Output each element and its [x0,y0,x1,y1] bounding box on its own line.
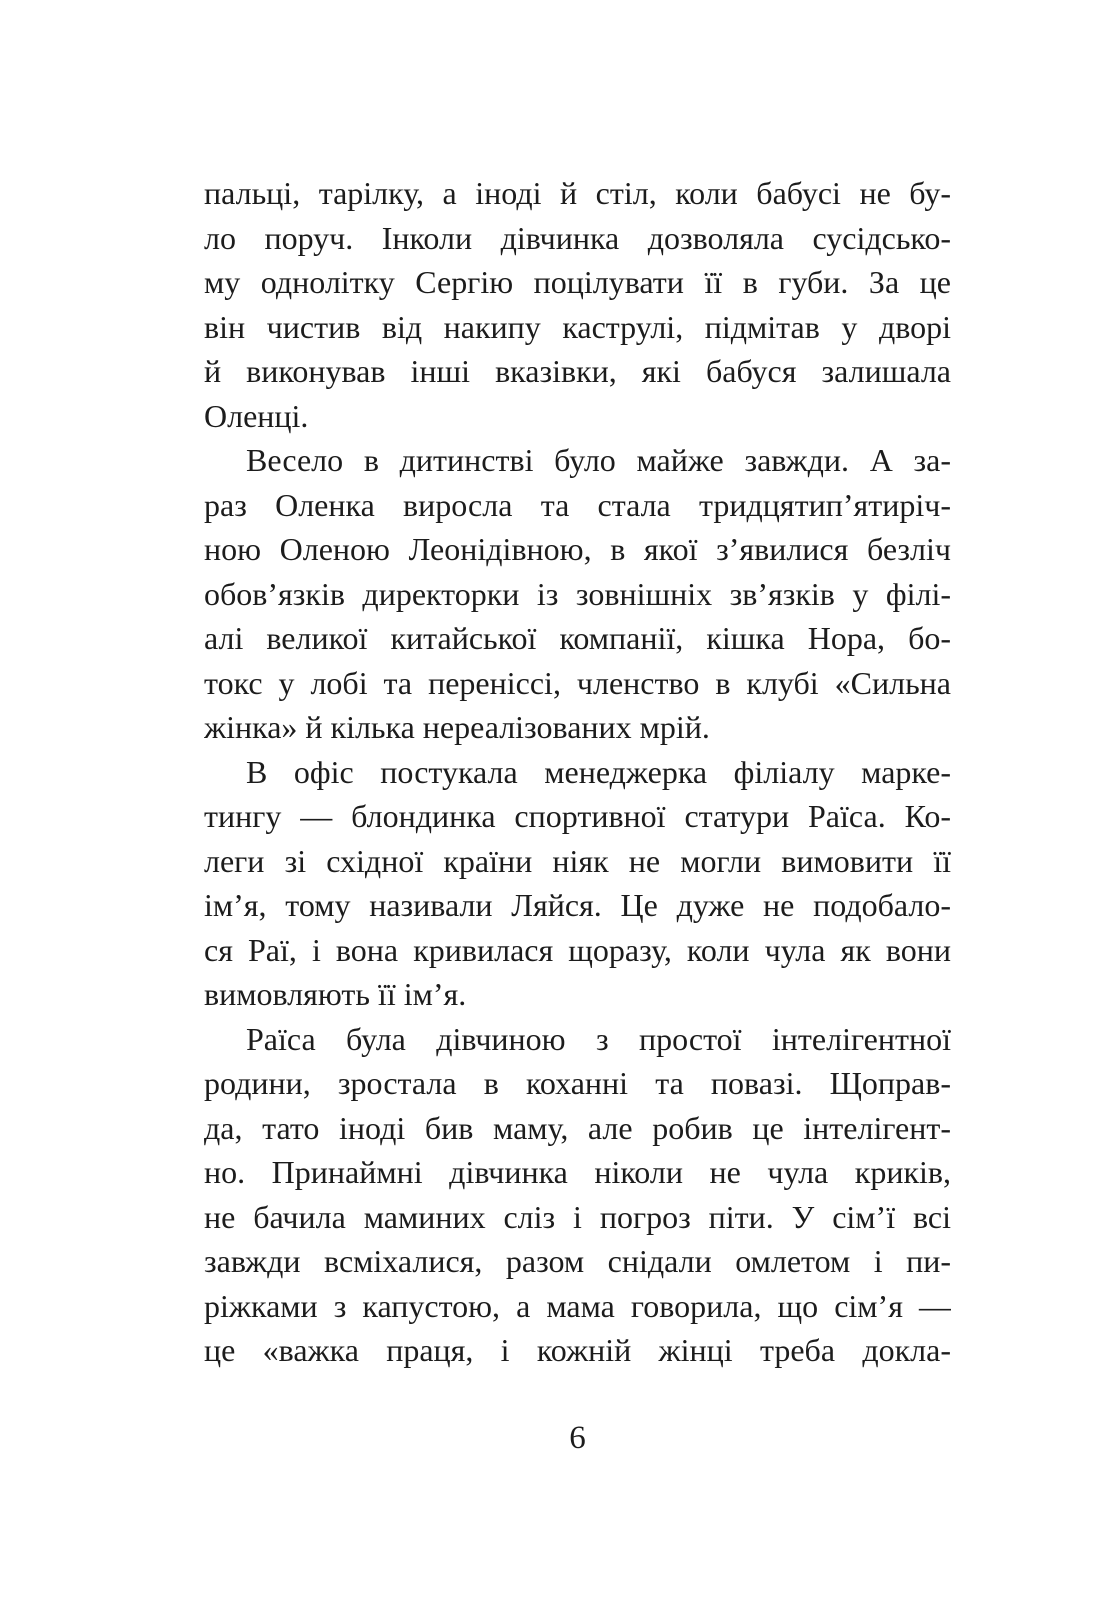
text-line: не бачила маминих сліз і погроз піти. У сім’ї всі [204,1198,951,1235]
text-line: тингу — блондинка спортивної статури Раїса. Ко- [204,798,951,834]
text-line: леги зі східної країни ніяк не могли вимовити її [204,842,951,879]
paragraph-3 [204,750,951,1017]
text-line: Весело в дитинстві було майже завжди. А за- [246,442,951,478]
text-line: й виконував інші вказівки, які бабуся залишала [204,353,951,389]
text-line: жінка» й кілька нереалізованих мрій. [204,709,710,745]
text-line: токс у лобі та переніссі, членство в клубі «Сильна [204,664,951,701]
page-number: 6 [569,1420,586,1456]
text-line: родини, зростала в коханні та повазі. Щоправ- [204,1065,951,1101]
text-line: раз Оленка виросла та стала тридцятип’ятиріч- [204,486,951,523]
text-line: ріжками з капустою, а мама говорила, що сім’я — [204,1287,951,1324]
text-line: вимовляють її ім’я. [204,976,467,1012]
text-line: пальці, тарілку, а іноді й стіл, коли бабусі не бу- [204,175,951,211]
text-line: завжди всміхалися, разом снідали омлетом і пи- [204,1243,951,1279]
text-line: да, тато іноді бив маму, але робив це інтелігент- [204,1109,951,1146]
text-line: це «важка праця, і кожній жінці треба докла- [204,1332,951,1368]
text-line: В офіс постукала менеджерка філіалу марке- [246,753,951,790]
text-line: обов’язків директорки із зовнішніх зв’язків у філі- [204,575,951,612]
text-line: но. Принаймні дівчинка ніколи не чула криків, [204,1154,951,1190]
text-line: му однолітку Сергію поцілувати її в губи. За це [204,264,951,300]
page-text-block [204,171,951,1373]
paragraph-4 [204,1017,951,1373]
text-line: він чистив від накипу каструлі, підмітав у дворі [204,308,951,345]
text-line: алі великої китайської компанії, кішка Нора, бо- [204,620,951,656]
text-line: ло поруч. Інколи дівчинка дозволяла сусідсько- [204,219,951,256]
text-line: ім’я, тому називали Ляйся. Це дуже не подобало- [204,887,951,923]
paragraph-2 [204,438,951,750]
text-line: ною Оленою Леонідівною, в якої з’явилися безліч [204,531,951,567]
text-line: Раїса була дівчиною з простої інтелігентної [246,1020,951,1057]
paragraph-1 [204,171,951,438]
text-line: Оленці. [204,397,309,434]
text-line: ся Раї, і вона кривилася щоразу, коли чула як вони [204,931,951,968]
